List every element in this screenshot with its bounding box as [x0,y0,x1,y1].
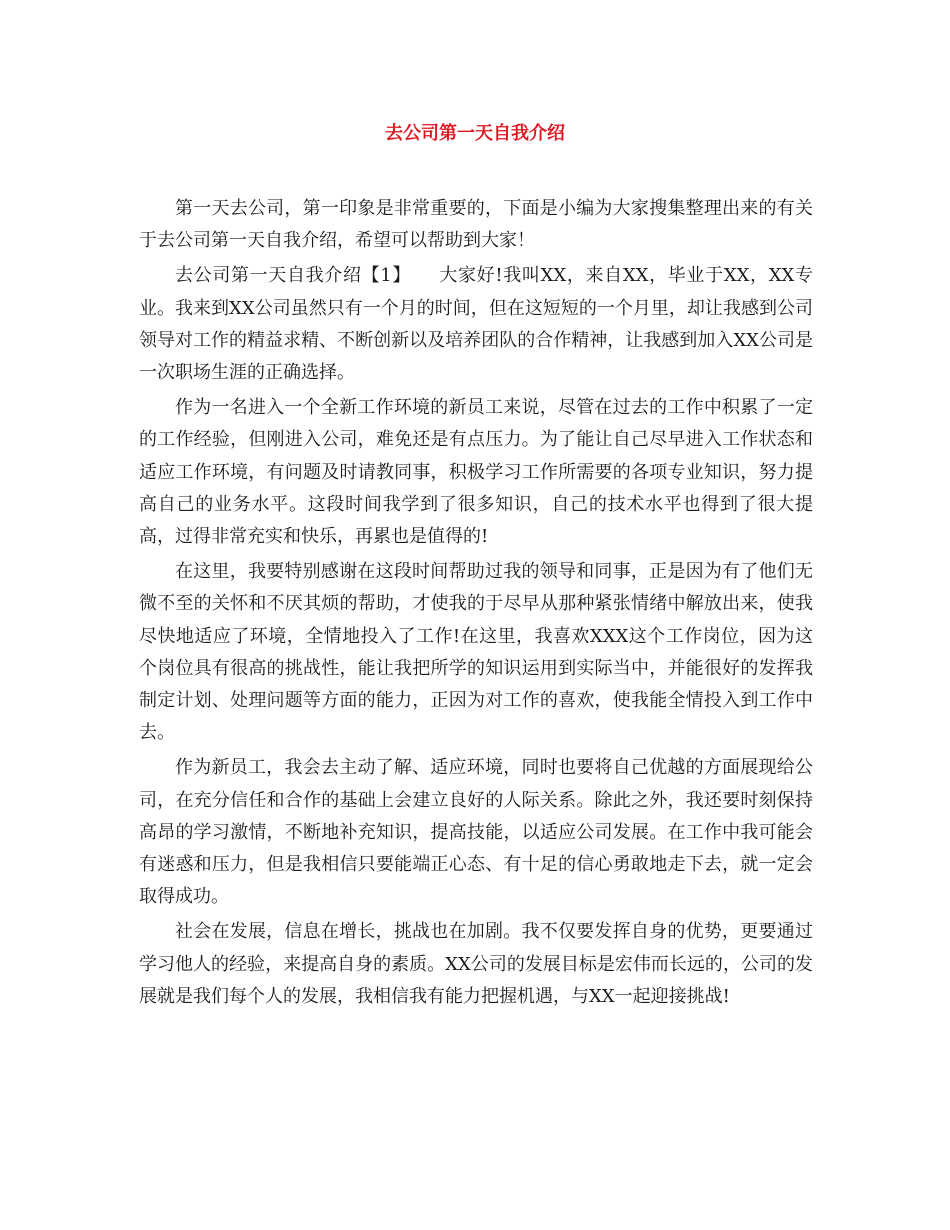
paragraph-closing: 社会在发展，信息在增长，挑战也在加剧。我不仅要发挥自身的优势，更要通过学习他人的经验，来提高自身的素质。XX公司的发展目标是宏伟而长远的，公司的发展就是我们每个人的发展，我相信我有能力把握机遇，与XX一起迎接挑战! [139,921,813,1007]
paragraph-new-employee: 作为一名进入一个全新工作环境的新员工来说，尽管在过去的工作中积累了一定的工作经验，但刚进入公司，难免还是有点压力。为了能让自己尽早进入工作状态和适应工作环境，有问题及时请教同事，积极学习工作所需要的各项专业知识，努力提高自己的业务水平。这段时间我学到了很多知识，自己的技术水平也得到了很大提高，过得非常充实和快乐，再累也是值得的! [139,397,813,548]
paragraph-intro: 第一天去公司，第一印象是非常重要的，下面是小编为大家搜集整理出来的有关于去公司第一天自我介绍，希望可以帮助到大家！ [139,198,813,252]
paragraph-plans: 作为新员工，我会去主动了解、适应环境，同时也要将自己优越的方面展现给公司，在充分信任和合作的基础上会建立良好的人际关系。除此之外，我还要时刻保持高昂的学习激情，不断地补充知识，提高技能，以适应公司发展。在工作中我可能会有迷惑和压力，但是我相信只要能端正心态、有十足的信心勇敢地走下去，就一定会取得成功。 [139,757,813,908]
document-body [139,193,813,1016]
document-title: 去公司第一天自我介绍 [385,123,565,144]
paragraph-self-intro: 去公司第一天自我介绍【1】 大家好!我叫XX，来自XX，毕业于XX，XX专业。我来到XX公司虽然只有一个月的时间，但在这短短的一个月里，却让我感到公司领导对工作的精益求精、不断创新以及培养团队的合作精神，让我感到加入XX公司是一次职场生涯的正确选择。 [139,265,813,384]
paragraph-thanks: 在这里，我要特别感谢在这段时间帮助过我的领导和同事，正是因为有了他们无微不至的关怀和不厌其烦的帮助，才使我的于尽早从那种紧张情绪中解放出来，使我尽快地适应了环境，全情地投入了工作!在这里，我喜欢XXX这个工作岗位，因为这个岗位具有很高的挑战性，能让我把所学的知识运用到实际当中，并能很好的发挥我制定计划、处理问题等方面的能力，正因为对工作的喜欢，使我能全情投入到工作中去。 [139,561,813,744]
